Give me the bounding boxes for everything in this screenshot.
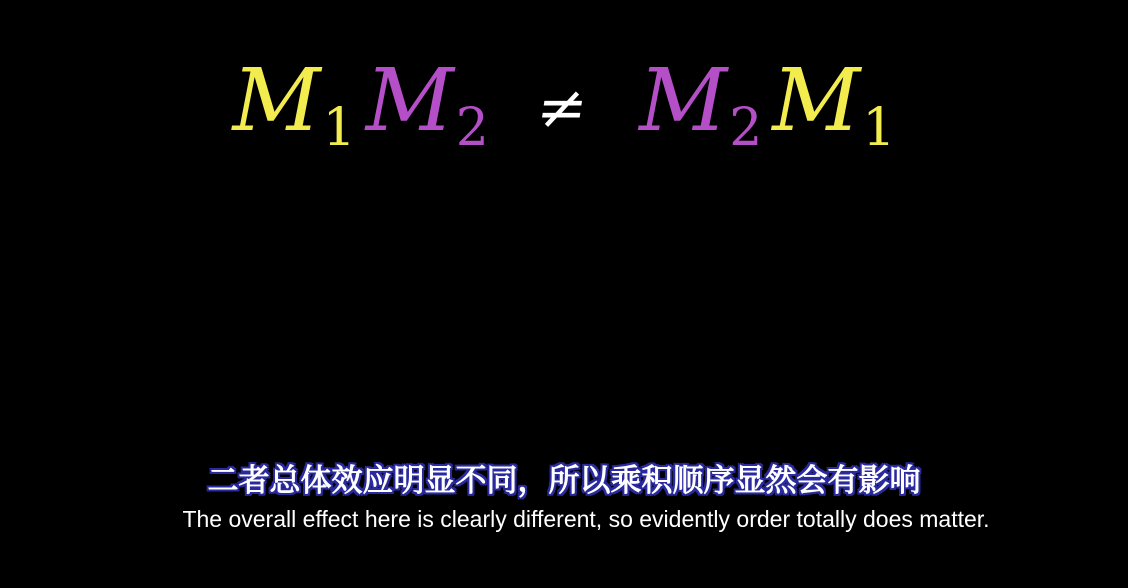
matrix-equation xyxy=(0,51,1128,178)
matrix-symbol: M xyxy=(639,51,728,151)
subtitle-english: The overall effect here is clearly different, so evidently order totally does matter. xyxy=(182,506,990,532)
matrix-symbol: M xyxy=(232,51,321,151)
matrix-subscript: 2 xyxy=(729,98,763,158)
matrix-subscript: 2 xyxy=(455,98,489,158)
term-m2-right xyxy=(639,51,763,158)
matrix-subscript: 1 xyxy=(862,98,896,158)
not-equal-operator: ≠ xyxy=(531,73,593,143)
subtitle-chinese: 二者总体效应明显不同，所以乘积顺序显然会有影响 xyxy=(207,463,921,499)
matrix-subscript: 1 xyxy=(322,98,356,158)
term-m1-left xyxy=(232,51,356,158)
matrix-symbol: M xyxy=(772,51,861,151)
matrix-symbol: M xyxy=(365,51,454,151)
term-m1-right xyxy=(772,51,896,158)
term-m2-left xyxy=(365,51,489,158)
